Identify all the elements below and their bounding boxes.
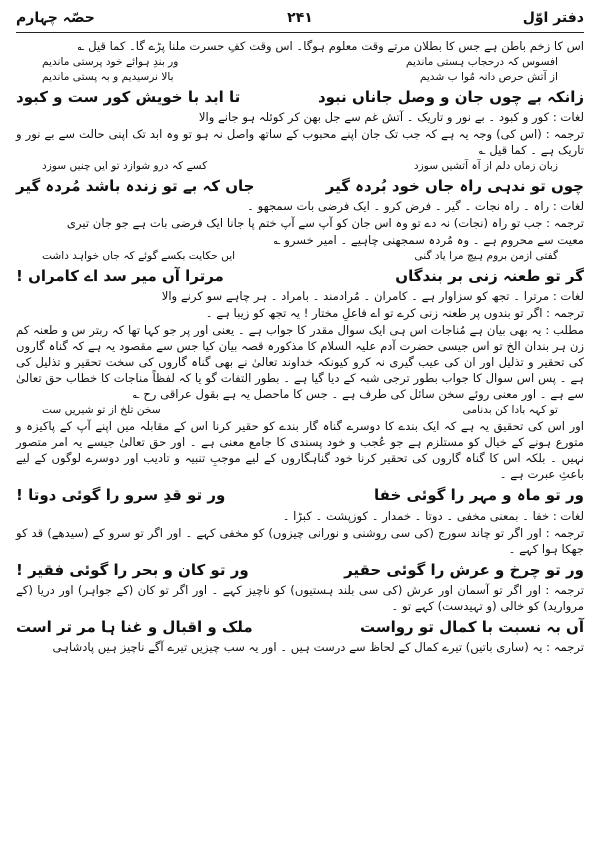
main-verse: گر تو طعنہ زنی بر بندگاں مرترا آں میر سد اے کامراں ! [16, 266, 584, 285]
translation: ترجمہ : جب تو راہ (نجات) نہ دے تو وہ اس جان کو آپ سے آپ ختم پا جانا ایک فرضی بات ہے جو جان تیری [66, 216, 584, 231]
part-title: حصّہ چہارم [16, 10, 95, 26]
translation: ترجمہ : اگر تو بندوں پر طعنہ زنی کرے تو اے فاعلِ مختار ! یہ تجھ کو زیبا ہے ۔ [205, 306, 584, 321]
translation: ترجمہ : (اس کی) وجہ یہ ہے کہ جب تک جان اپنے محبوب کے ساتھ واصل نہ ہو تو وہ ابد تک اپنی حالت سے بے نور و تاریک ہے ۔ کما قیل ؎ [16, 127, 584, 157]
poem-line: زبان زماں دلم از آہ آتشیں سوزد کسے کہ درو شوازد تو ایں چنیں سوزد [42, 159, 558, 172]
vocabulary-note: لغات : راہ ۔ راہ نجات ۔ گیر ۔ فرض کرو ۔ ایک فرضی بات سمجھو ۔ [247, 199, 584, 214]
poem-line: از آتش حرص دانہ مُوا ب شدیم بالا نرسیدیم و بہ پستی ماندیم [42, 70, 558, 83]
main-verse: زانکہ بے چوں جان و وصل جاناں نبود تا ابد با خویش کور ست و کبود [16, 87, 584, 106]
translation: ترجمہ : اور اگر تو آسمان اور عرش (کی سی بلند ہستیوں) کو ناچیز کہے ۔ اور اگر تو کان (کے جواہر) اور دریا (کے مروارید) کو خالی (و تہیدست) کہے تو ۔ [16, 583, 584, 613]
poem-line: افسوس کہ درحجاب ہستی ماندیم ور بندِ ہوائے خود پرستی ماندیم [42, 55, 558, 68]
translation: معیت سے محروم ہے ۔ وہ مُردہ سمجھنی چاہیے ۔ امیر خسرو ؎ [273, 233, 584, 248]
poem-line: تو کہہ بادا کن بدنامی سخن تلخ از تو شیریں ست [42, 404, 558, 417]
main-verse: ور تو ماہ و مہر را گوئی خفا ور تو قدِ سرو را گوئی دوتا ! [16, 486, 584, 505]
page-number: ۲۴۱ [287, 10, 313, 26]
translation: ترجمہ : یہ (ساری باتیں) تیرے کمال کے لحاظ سے درست ہیں ۔ اور یہ سب چیزیں تیرے آگے ناچیز ہیں پادشاہی [52, 640, 584, 655]
page-header [16, 8, 584, 33]
main-verse: آں بہ نسبت با کمال تو رواست ملک و اقبال و غنا ہا مر تر است [16, 617, 584, 636]
vocabulary-note: لغات : مرترا ۔ تجھ کو سزاوار ہے ۔ کامران ۔ مُرادمند ۔ بامراد ۔ ہر چاہے سو کرنے والا [161, 289, 584, 304]
commentary-paragraph: اور اس کی تحقیق یہ ہے کہ ایک بندے کا دوسرے گناہ گار بندے کو حقیر کرنا اس کے مقابلہ میں اپنے آپ کے پاکیزہ و متورع ہونے کے خیال کو مستلزم ہے جو عُجب و خود پسندی کا جامع معنی ہے ۔ اور حق تعالیٰ جیسے یہ امر متصور نہیں ۔ بلکہ اس کا گناہ گاروں کی تحقیر کرنا خود گناہگاروں کے لیے موجبِ تنبیہ و تادیب اور دوسرے لوگوں کے لیے باعثِ عبرت ہے ۔ [16, 419, 584, 482]
main-verse: چوں تو ندہی راہ جاں خود بُردہ گیر جاں کہ بے تو زندہ باشد مُردہ گیر [16, 176, 584, 195]
main-verse: ور تو چرخ و عرش را گوئی حقیر ور تو کان و بحر را گوئی فقیر ! [16, 560, 584, 579]
vocabulary-note: لغات : کور و کبود ۔ بے نور و تاریک ۔ آتش غم سے جل بھن کر کوئلہ ہو جانے والا [198, 110, 584, 125]
intro-paragraph: اس کا زخم باطن ہے جس کا بطلان مرتے وقت معلوم ہوگا۔ اس وقت کفِ حسرت ملنا پڑے گا۔ کما قیل ؎ [77, 39, 584, 53]
vocabulary-note: لغات : خفا ۔ بمعنی مخفی ۔ دوتا ۔ خمدار ۔ کوزپشت ۔ کبڑا ۔ [282, 508, 584, 523]
page-body [16, 39, 584, 656]
translation: ترجمہ : اور اگر تو چاند سورج (کی سی روشنی و نورانی چیزوں) کو مخفی کہے ۔ اور اگر تو سرو کے (سیدھے) قد کو جھکا ہوا کہے ۔ [16, 525, 584, 556]
poem-line: گفتی ازمن بروم ہیچ مرا یاد گنی ایں حکایت بکسے گوئے کہ جاں خواہد داشت [42, 250, 558, 263]
book-section-title: دفتر اوّل [522, 10, 584, 26]
commentary-paragraph: مطلب : یہ بھی بیان ہے مُناجات اس ہی ایک سوال مقدر کا جواب ہے ۔ یعنی اور پر جو کہا تھا کہ ربتر س و طعنہ کم زن ہر بندان الخ تو اس جیسی حضرت آدم علیہ السلام کا مذکورہ قصہ بیان کیا جس سے مقصود یہ ہے کہ گناہ گاروں کی تحقیر و تذلیل اور ان کی عیب گیری نہ کرو کیونکہ خداوند تعالیٰ نے بھی گناہ گاروں کی سخت تحقیر و تذلیل کی ہے ۔ پس اس سوال کا جواب بطور ترجی شبہ کے دیا گیا ہے ۔ بطور التفات گو یا کہ لفظاً مناجات کا خطاب حق تعالیٰ سے ہے ۔ اور معنی روئے سخن سائل کی طرف ہے ۔ جس کا ماحصل یہ ہے بقول عراقی رح ؎ [16, 323, 584, 402]
